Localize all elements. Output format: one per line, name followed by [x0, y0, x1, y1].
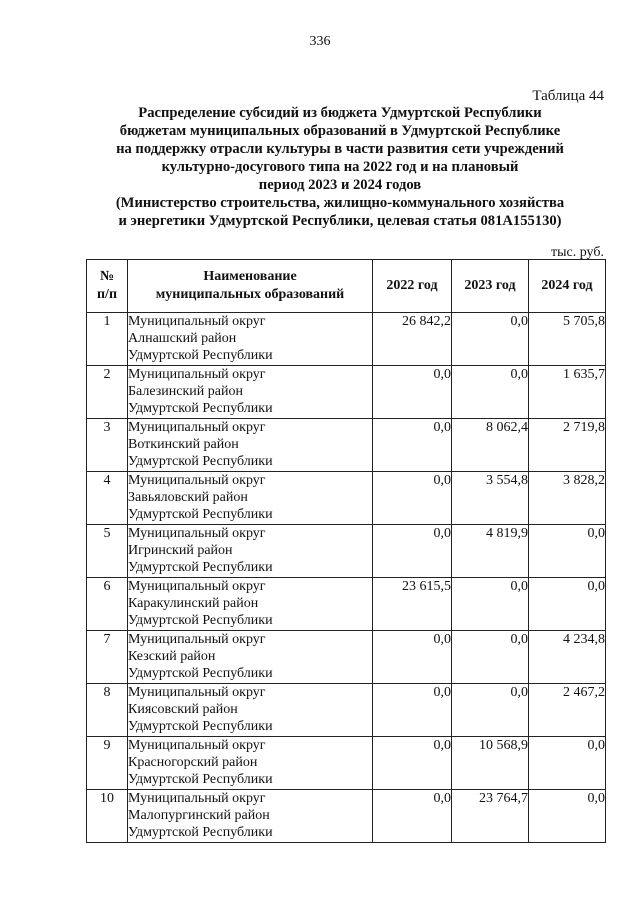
value-2024: 2 719,8 [529, 419, 606, 472]
table-row [87, 684, 606, 737]
municipality-name-line: Малопургинский район [128, 808, 270, 823]
municipality-name [128, 578, 373, 631]
table-row [87, 790, 606, 843]
value-2023: 23 764,7 [452, 790, 529, 843]
municipality-name-line: Муниципальный округ [128, 738, 266, 753]
municipality-name [128, 525, 373, 578]
municipality-name-line: Воткинский район [128, 437, 239, 452]
title-line: на поддержку отрасли культуры в части развития сети учреждений [116, 141, 564, 157]
municipality-name-line: Муниципальный округ [128, 420, 266, 435]
municipality-name-line: Муниципальный округ [128, 685, 266, 700]
row-number: 8 [87, 684, 128, 737]
municipality-name-line: Балезинский район [128, 384, 243, 399]
municipality-name-line: Кезский район [128, 649, 216, 664]
value-2024: 0,0 [529, 790, 606, 843]
municipality-name-line: Удмуртской Республики [128, 666, 273, 681]
municipality-name-line: Алнашский район [128, 331, 237, 346]
header-2024: 2024 год [529, 260, 606, 313]
municipality-name [128, 472, 373, 525]
value-2024: 5 705,8 [529, 313, 606, 366]
table-header-row [87, 260, 606, 313]
value-2022: 0,0 [373, 631, 452, 684]
header-number-line: п/п [96, 287, 118, 302]
value-2023: 0,0 [452, 366, 529, 419]
row-number: 7 [87, 631, 128, 684]
table-row [87, 472, 606, 525]
table-body [87, 313, 606, 843]
title-line: бюджетам муниципальных образований в Удмуртской Республике [119, 123, 561, 139]
header-name [128, 260, 373, 313]
value-2024: 0,0 [529, 578, 606, 631]
municipality-name-line: Муниципальный округ [128, 526, 266, 541]
subsidy-table [86, 259, 606, 843]
header-number [87, 260, 128, 313]
table-row [87, 737, 606, 790]
value-2023: 0,0 [452, 684, 529, 737]
row-number: 4 [87, 472, 128, 525]
municipality-name-line: Муниципальный округ [128, 367, 266, 382]
municipality-name-line: Удмуртской Республики [128, 560, 273, 575]
header-number-line: № [99, 269, 115, 284]
title-line: период 2023 и 2024 годов [258, 177, 422, 193]
value-2023: 0,0 [452, 631, 529, 684]
table-row [87, 578, 606, 631]
page-number: 336 [309, 34, 331, 49]
title-line: (Министерство строительства, жилищно-коммунального хозяйства [115, 195, 565, 211]
value-2022: 0,0 [373, 525, 452, 578]
title-line: Распределение субсидий из бюджета Удмуртской Республики [138, 105, 542, 121]
table-row [87, 419, 606, 472]
municipality-name-line: Муниципальный округ [128, 314, 266, 329]
municipality-name-line: Удмуртской Республики [128, 719, 273, 734]
value-2023: 8 062,4 [452, 419, 529, 472]
value-2024: 2 467,2 [529, 684, 606, 737]
value-2023: 3 554,8 [452, 472, 529, 525]
value-2024: 3 828,2 [529, 472, 606, 525]
row-number: 6 [87, 578, 128, 631]
row-number: 2 [87, 366, 128, 419]
value-2023: 0,0 [452, 313, 529, 366]
value-2024: 4 234,8 [529, 631, 606, 684]
row-number: 10 [87, 790, 128, 843]
municipality-name [128, 790, 373, 843]
municipality-name-line: Каракулинский район [128, 596, 259, 611]
value-2022: 23 615,5 [373, 578, 452, 631]
units-label: тыс. руб. [551, 245, 604, 260]
municipality-name [128, 737, 373, 790]
header-2023: 2023 год [452, 260, 529, 313]
table-row [87, 525, 606, 578]
value-2024: 1 635,7 [529, 366, 606, 419]
row-number: 1 [87, 313, 128, 366]
municipality-name-line: Муниципальный округ [128, 632, 266, 647]
value-2023: 10 568,9 [452, 737, 529, 790]
value-2022: 0,0 [373, 472, 452, 525]
municipality-name-line: Игринский район [128, 543, 233, 558]
table-row [87, 313, 606, 366]
header-2022: 2022 год [373, 260, 452, 313]
row-number: 9 [87, 737, 128, 790]
municipality-name-line: Киясовский район [128, 702, 238, 717]
municipality-name-line: Удмуртской Республики [128, 825, 273, 840]
municipality-name-line: Удмуртской Республики [128, 348, 273, 363]
value-2023: 4 819,9 [452, 525, 529, 578]
value-2024: 0,0 [529, 525, 606, 578]
header-name-line: муниципальных образований [155, 287, 345, 302]
value-2022: 26 842,2 [373, 313, 452, 366]
municipality-name-line: Удмуртской Республики [128, 454, 273, 469]
value-2022: 0,0 [373, 684, 452, 737]
municipality-name-line: Муниципальный округ [128, 791, 266, 806]
municipality-name [128, 366, 373, 419]
table-row [87, 366, 606, 419]
value-2024: 0,0 [529, 737, 606, 790]
table-title [60, 104, 620, 230]
municipality-name [128, 419, 373, 472]
table-label: Таблица 44 [532, 88, 604, 104]
municipality-name-line: Красногорский район [128, 755, 258, 770]
header-name-line: Наименование [203, 269, 297, 284]
value-2022: 0,0 [373, 419, 452, 472]
municipality-name-line: Удмуртской Республики [128, 507, 273, 522]
value-2023: 0,0 [452, 578, 529, 631]
title-line: и энергетики Удмуртской Республики, целевая статья 081A155130) [118, 213, 562, 229]
municipality-name-line: Удмуртской Республики [128, 772, 273, 787]
value-2022: 0,0 [373, 366, 452, 419]
value-2022: 0,0 [373, 790, 452, 843]
table-row [87, 631, 606, 684]
municipality-name-line: Удмуртской Республики [128, 401, 273, 416]
row-number: 5 [87, 525, 128, 578]
municipality-name-line: Муниципальный округ [128, 473, 266, 488]
municipality-name [128, 684, 373, 737]
municipality-name-line: Муниципальный округ [128, 579, 266, 594]
municipality-name-line: Завьяловский район [128, 490, 248, 505]
municipality-name-line: Удмуртской Республики [128, 613, 273, 628]
municipality-name [128, 313, 373, 366]
row-number: 3 [87, 419, 128, 472]
value-2022: 0,0 [373, 737, 452, 790]
title-line: культурно-досугового типа на 2022 год и на плановый [161, 159, 519, 175]
municipality-name [128, 631, 373, 684]
